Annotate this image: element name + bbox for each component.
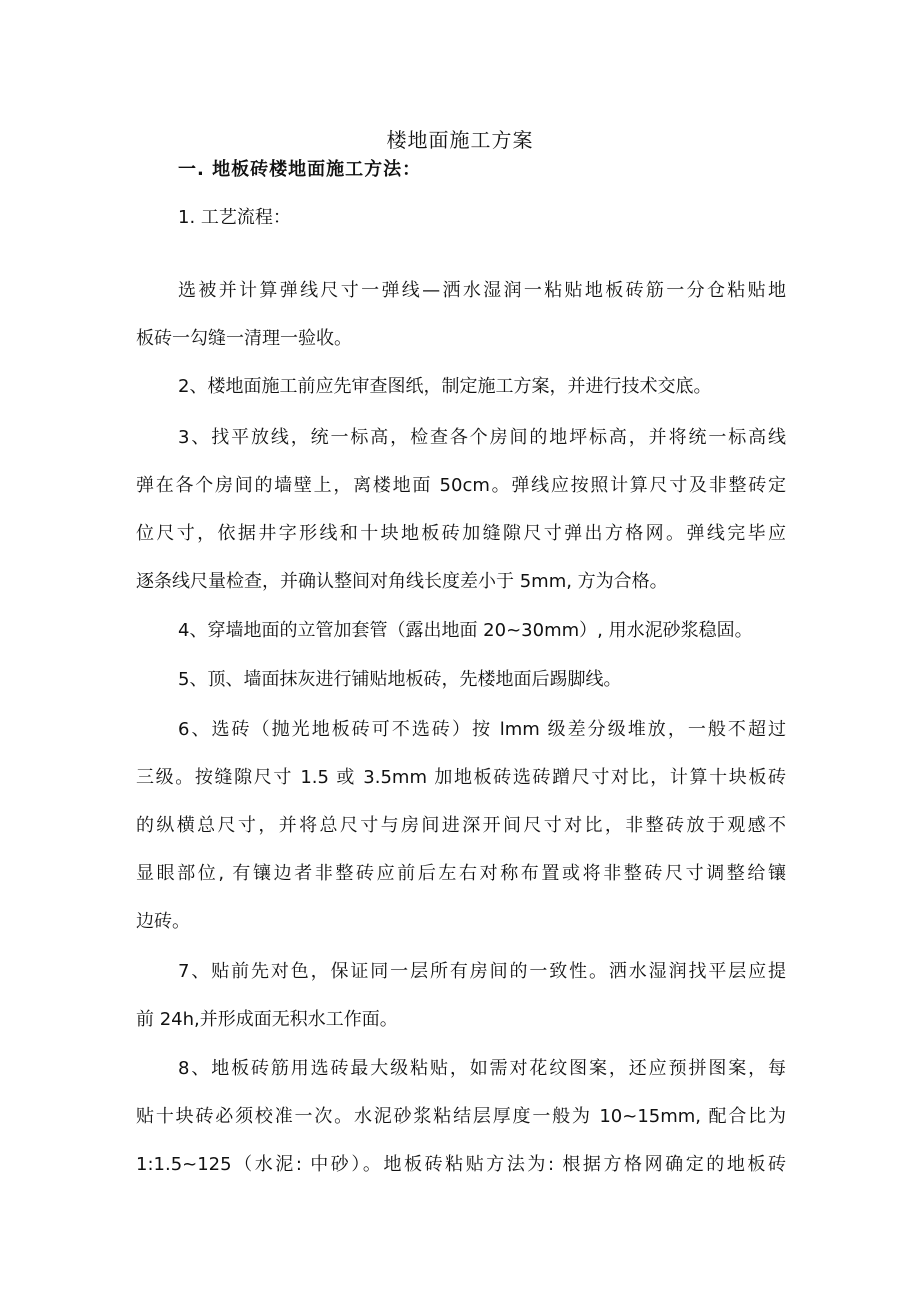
paragraph-line: 8、地板砖筋用选砖最大级粘贴，如需对花纹图案，还应预拼图案，每 — [178, 1058, 786, 1079]
paragraph-line: 4、穿墙地面的立管加套管（露出地面 20~30mm）, 用水泥砂浆稳固。 — [178, 620, 753, 641]
paragraph-line: 逐条线尺量检查，并确认整间对角线长度差小于 5mm, 方为合格。 — [136, 571, 668, 592]
paragraph-line: 1. 工艺流程： — [178, 207, 291, 228]
paragraph-line: 三级。按缝隙尺寸 1.5 或 3.5mm 加地板砖选砖蹭尺寸对比，计算十块板砖 — [136, 767, 786, 788]
paragraph-line: 7、贴前先对色，保证同一层所有房间的一致性。洒水湿润找平层应提 — [178, 961, 786, 982]
paragraph-line: 贴十块砖必须校准一次。水泥砂浆粘结层厚度一般为 10~15mm, 配合比为 — [136, 1106, 786, 1127]
paragraph-line: 板砖一勾缝一清理一验收。 — [136, 328, 352, 349]
section-heading: 一. 地板砖楼地面施工方法： — [178, 159, 422, 180]
paragraph-line: 选被并计算弹线尺寸一弹线—洒水湿润一粘贴地板砖筋一分仓粘贴地 — [178, 280, 786, 301]
paragraph-line: 6、选砖（抛光地板砖可不选砖）按 lmm 级差分级堆放，一般不超过 — [178, 719, 786, 740]
paragraph-line: 弹在各个房间的墙壁上，离楼地面 50cm。弹线应按照计算尺寸及非整砖定 — [136, 475, 786, 496]
paragraph-line: 显眼部位, 有镶边者非整砖应前后左右对称布置或将非整砖尺寸调整给镶 — [136, 863, 786, 884]
paragraph-line: 位尺寸，依据井字形线和十块地板砖加缝隙尺寸弹出方格网。弹线完毕应 — [136, 523, 786, 544]
paragraph-line: 边砖。 — [136, 911, 190, 932]
paragraph-line: 前 24h,并形成面无积水工作面。 — [136, 1009, 398, 1030]
document-title: 楼地面施工方案 — [386, 128, 534, 152]
paragraph-line: 的纵横总尺寸，并将总尺寸与房间进深开间尺寸对比，非整砖放于观感不 — [136, 815, 786, 836]
paragraph-line: 3、找平放线，统一标高，检查各个房间的地坪标高，并将统一标高线 — [178, 427, 786, 448]
paragraph-line: 2、楼地面施工前应先审查图纸，制定施工方案，并进行技术交底。 — [178, 376, 712, 397]
paragraph-line: 5、顶、墙面抹灰进行铺贴地板砖，先楼地面后踢脚线。 — [178, 669, 622, 690]
paragraph-line: 1:1.5~125（水泥: 中砂）。地板砖粘贴方法为: 根据方格网确定的地板砖 — [136, 1154, 786, 1175]
